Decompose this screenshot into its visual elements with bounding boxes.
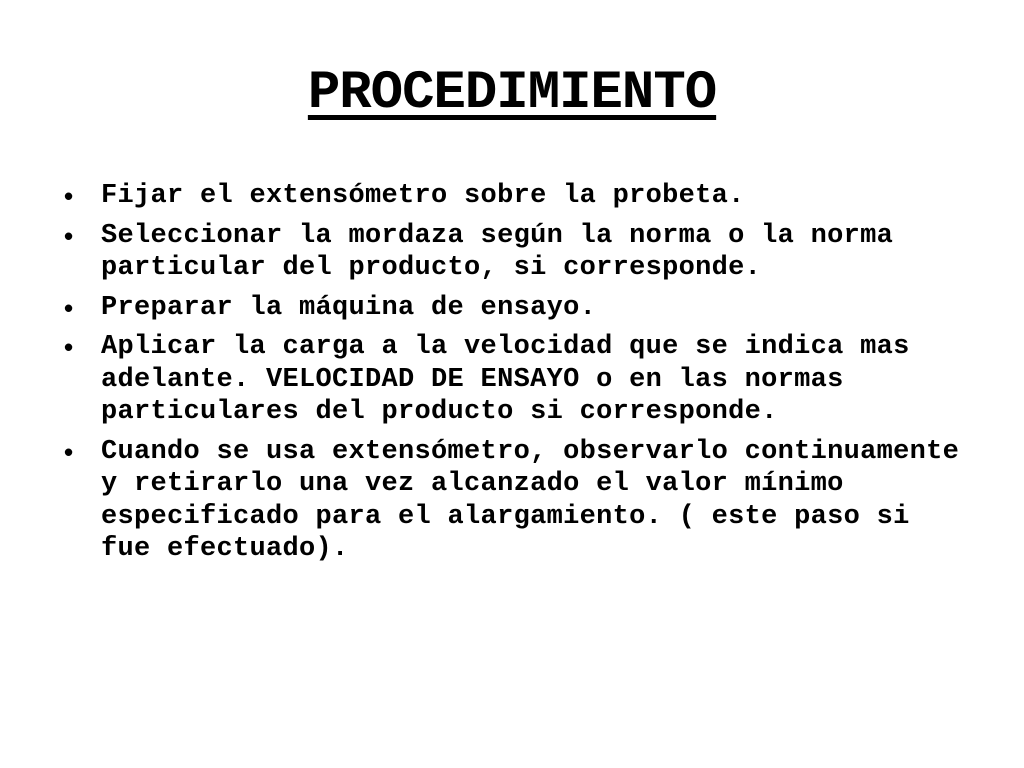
bullet-text: Preparar la máquina de ensayo. — [101, 292, 597, 323]
bullet-item — [62, 331, 972, 429]
bullet-item — [62, 220, 972, 285]
bullet-icon: • — [64, 220, 74, 251]
slide-title-text: PROCEDIMIENTO — [307, 63, 717, 124]
bullet-text: Aplicar la carga a la velocidad que se indica mas adelante. VELOCIDAD DE ENSAYO o en las normas particulares del producto si corresponde. — [101, 332, 910, 427]
bullet-text: Cuando se usa extensómetro, observarlo continuamente y retirarlo una vez alcanzado el valor mínimo especificado para el alargamiento. ( este paso si fue efectuado). — [101, 436, 960, 564]
bullet-list — [62, 180, 972, 573]
bullet-item — [62, 436, 972, 566]
bullet-text: Seleccionar la mordaza según la norma o la norma particular del producto, si corresponde. — [101, 220, 894, 283]
bullet-icon: • — [64, 332, 74, 362]
bullet-item — [62, 292, 972, 325]
bullet-icon: • — [64, 181, 74, 211]
slide-title — [0, 62, 1024, 126]
bullet-text: Fijar el extensómetro sobre la probeta. — [101, 181, 745, 211]
bullet-icon: • — [64, 436, 74, 467]
bullet-item — [62, 180, 972, 213]
bullet-icon: • — [64, 292, 74, 323]
